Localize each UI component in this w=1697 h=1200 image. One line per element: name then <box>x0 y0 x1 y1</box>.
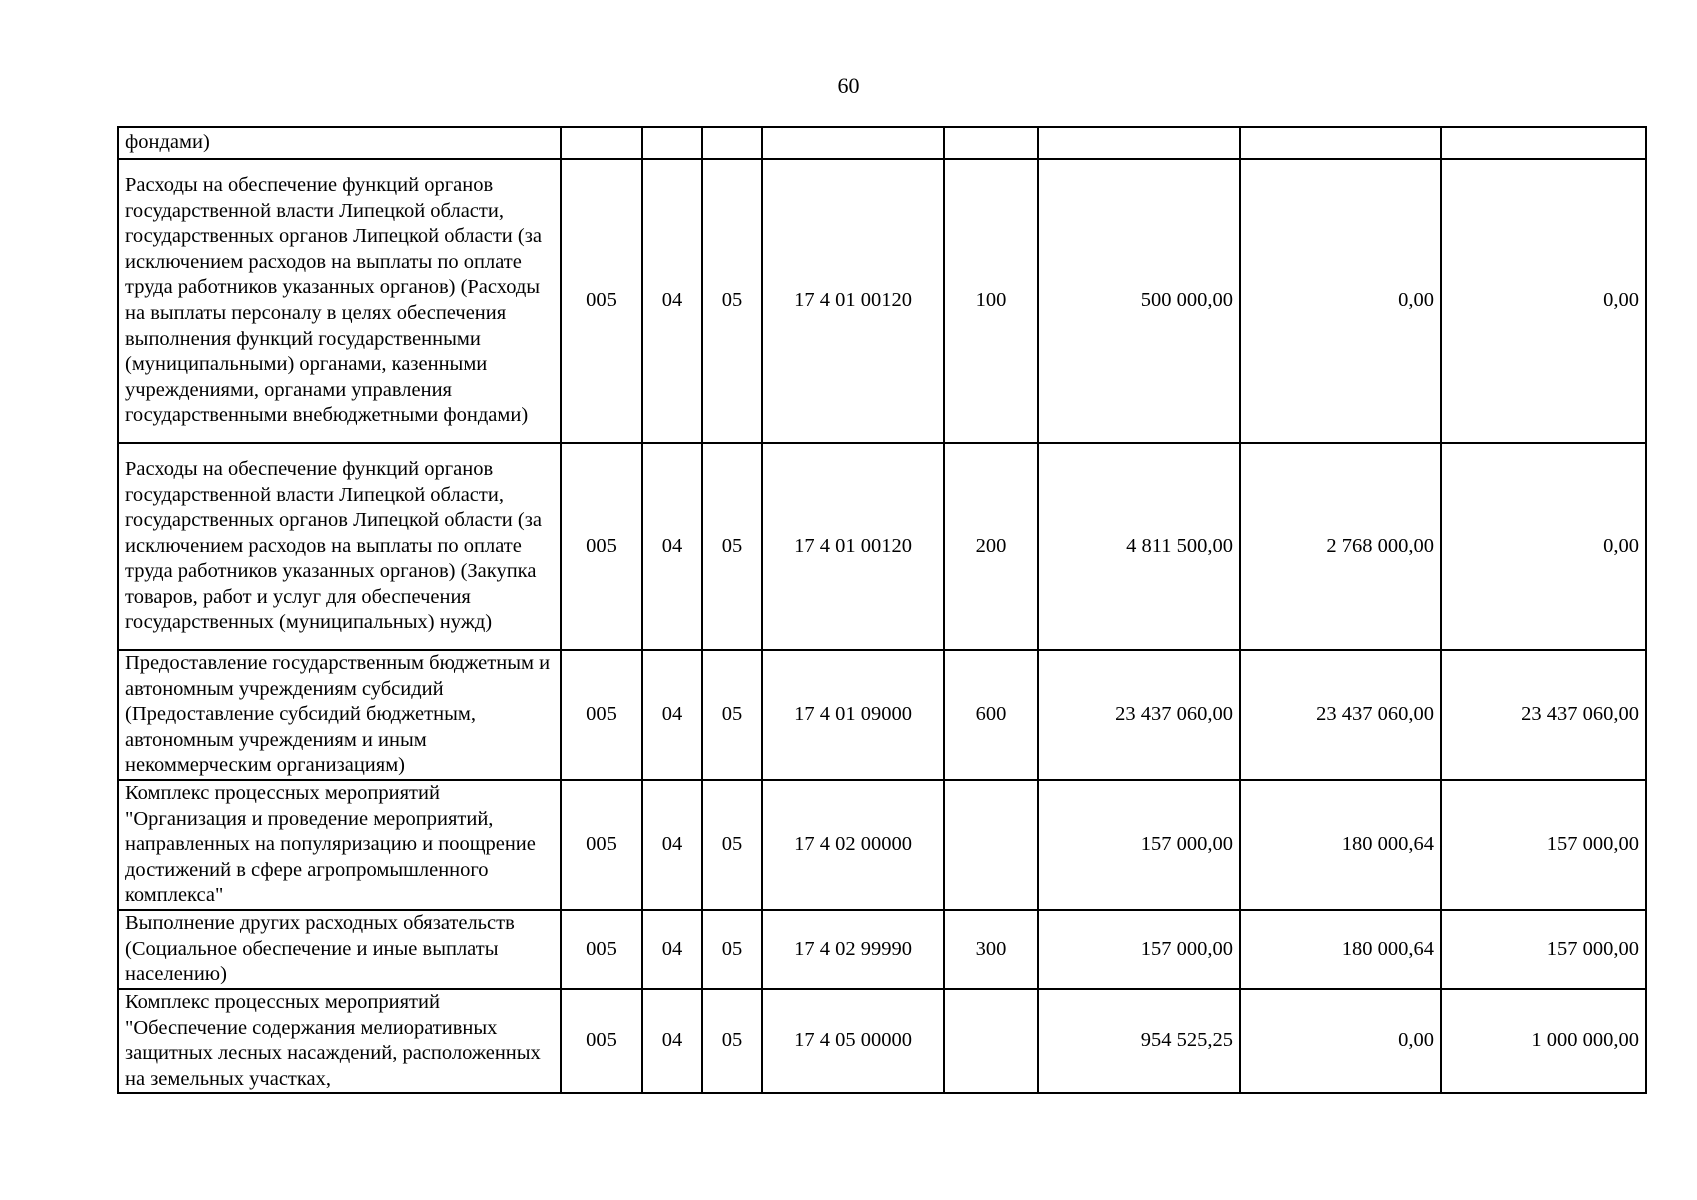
section-code: 04 <box>642 443 702 650</box>
section-code: 04 <box>642 159 702 443</box>
row-description: фондами) <box>118 127 561 159</box>
amount-year-2: 180 000,64 <box>1240 910 1441 989</box>
subsection-code: 05 <box>702 989 762 1093</box>
table-row <box>118 443 1646 650</box>
target-article-code: 17 4 01 09000 <box>762 650 944 780</box>
table-row <box>118 127 1646 159</box>
amount-year-3: 157 000,00 <box>1441 780 1646 910</box>
section-code: 04 <box>642 650 702 780</box>
target-article-code: 17 4 05 00000 <box>762 989 944 1093</box>
expense-type-code <box>944 127 1038 159</box>
department-code: 005 <box>561 159 642 443</box>
amount-year-1: 157 000,00 <box>1038 910 1240 989</box>
amount-year-1: 4 811 500,00 <box>1038 443 1240 650</box>
subsection-code: 05 <box>702 910 762 989</box>
expense-type-code <box>944 989 1038 1093</box>
row-description: Комплекс процессных мероприятий "Организация и проведение мероприятий, направленных на популяризацию и поощрение достижений в сфере агропромышленного комплекса" <box>118 780 561 910</box>
row-description: Расходы на обеспечение функций органов государственной власти Липецкой области, государственных органов Липецкой области (за исключением расходов на выплаты по оплате труда работников указанных органов) (Расходы на выплаты персоналу в целях обеспечения выполнения функций государственными (муниципальными) органами, казенными учреждениями, органами управления государственными внебюджетными фондами) <box>118 159 561 443</box>
amount-year-1: 157 000,00 <box>1038 780 1240 910</box>
amount-year-2 <box>1240 127 1441 159</box>
target-article-code <box>762 127 944 159</box>
budget-table <box>117 126 1647 1094</box>
subsection-code: 05 <box>702 650 762 780</box>
table-row <box>118 780 1646 910</box>
amount-year-3: 0,00 <box>1441 159 1646 443</box>
expense-type-code <box>944 780 1038 910</box>
row-description: Выполнение других расходных обязательств (Социальное обеспечение и иные выплаты населению) <box>118 910 561 989</box>
page-number: 60 <box>837 73 860 98</box>
amount-year-2: 23 437 060,00 <box>1240 650 1441 780</box>
subsection-code: 05 <box>702 159 762 443</box>
subsection-code: 05 <box>702 443 762 650</box>
row-description: Комплекс процессных мероприятий "Обеспечение содержания мелиоративных защитных лесных насаждений, расположенных на земельных участках, <box>118 989 561 1093</box>
section-code: 04 <box>642 989 702 1093</box>
department-code: 005 <box>561 910 642 989</box>
department-code: 005 <box>561 650 642 780</box>
amount-year-2: 180 000,64 <box>1240 780 1441 910</box>
table-row <box>118 159 1646 443</box>
amount-year-2: 2 768 000,00 <box>1240 443 1441 650</box>
target-article-code: 17 4 01 00120 <box>762 443 944 650</box>
target-article-code: 17 4 02 00000 <box>762 780 944 910</box>
expense-type-code: 300 <box>944 910 1038 989</box>
target-article-code: 17 4 01 00120 <box>762 159 944 443</box>
subsection-code: 05 <box>702 780 762 910</box>
expense-type-code: 100 <box>944 159 1038 443</box>
amount-year-1: 954 525,25 <box>1038 989 1240 1093</box>
amount-year-1: 23 437 060,00 <box>1038 650 1240 780</box>
expense-type-code: 600 <box>944 650 1038 780</box>
subsection-code <box>702 127 762 159</box>
department-code: 005 <box>561 780 642 910</box>
amount-year-3: 157 000,00 <box>1441 910 1646 989</box>
section-code <box>642 127 702 159</box>
amount-year-2: 0,00 <box>1240 989 1441 1093</box>
amount-year-3: 23 437 060,00 <box>1441 650 1646 780</box>
table-row <box>118 650 1646 780</box>
expense-type-code: 200 <box>944 443 1038 650</box>
section-code: 04 <box>642 780 702 910</box>
row-description: Расходы на обеспечение функций органов государственной власти Липецкой области, государственных органов Липецкой области (за исключением расходов на выплаты по оплате труда работников указанных органов) (Закупка товаров, работ и услуг для обеспечения государственных (муниципальных) нужд) <box>118 443 561 650</box>
amount-year-2: 0,00 <box>1240 159 1441 443</box>
section-code: 04 <box>642 910 702 989</box>
table-row <box>118 989 1646 1093</box>
row-description: Предоставление государственным бюджетным и автономным учреждениям субсидий (Предоставление субсидий бюджетным, автономным учреждениям и иным некоммерческим организациям) <box>118 650 561 780</box>
amount-year-1: 500 000,00 <box>1038 159 1240 443</box>
amount-year-1 <box>1038 127 1240 159</box>
department-code <box>561 127 642 159</box>
amount-year-3: 0,00 <box>1441 443 1646 650</box>
amount-year-3: 1 000 000,00 <box>1441 989 1646 1093</box>
table-row <box>118 910 1646 989</box>
department-code: 005 <box>561 989 642 1093</box>
target-article-code: 17 4 02 99990 <box>762 910 944 989</box>
department-code: 005 <box>561 443 642 650</box>
amount-year-3 <box>1441 127 1646 159</box>
